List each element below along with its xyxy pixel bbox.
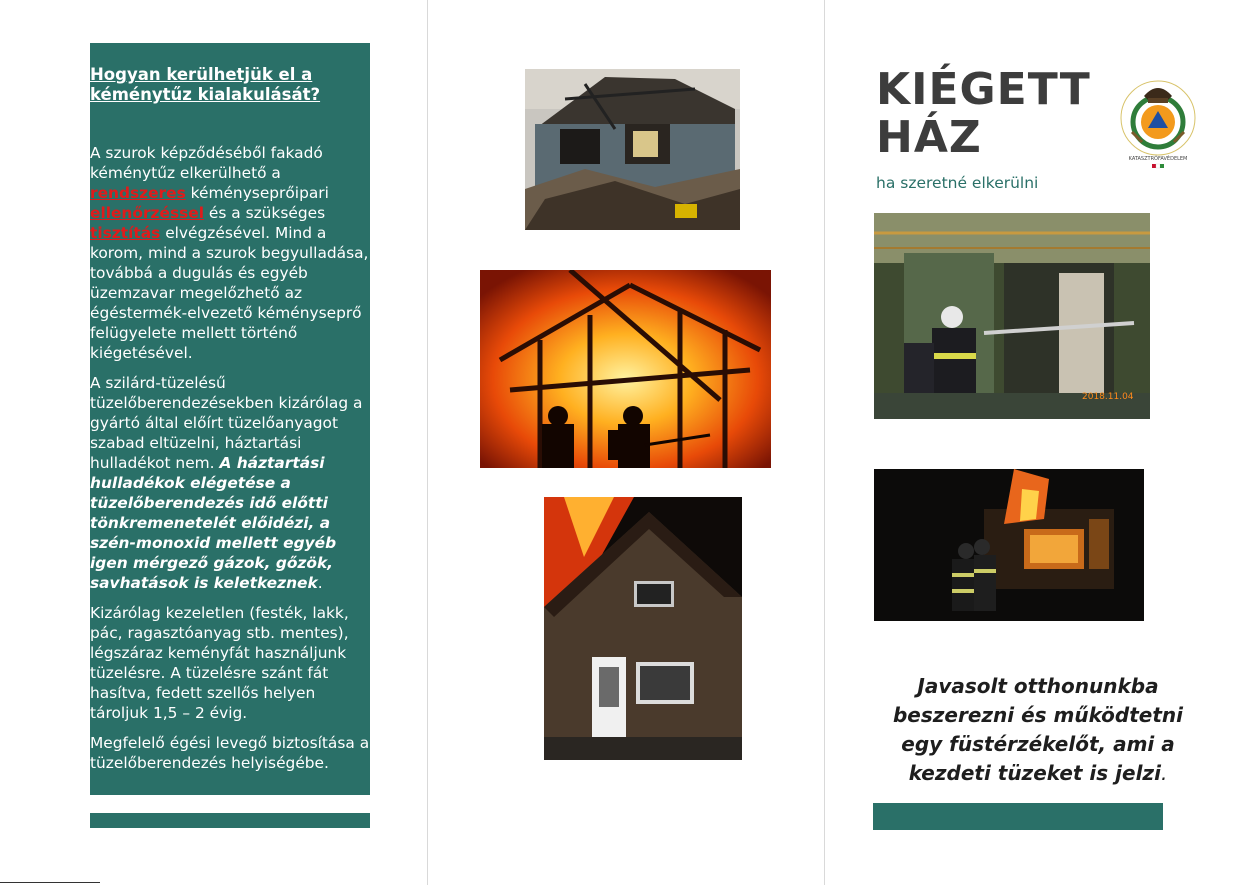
column-divider-right <box>824 0 825 885</box>
brochure-subtitle: ha szeretné elkerülni <box>876 174 1039 192</box>
paragraph-wood: Kizárólag kezeletlen (festék, lakk, pác, ragasztóanyag stb. mentes), légszáraz keményfát használjunk tüzelésre. A tüzelésre szánt fát hasítva, fedett szellős helyen tároljuk 1,5 – 2 évig. <box>90 604 349 722</box>
footnote-line <box>0 882 100 883</box>
house-on-fire-night-photo <box>544 497 742 760</box>
disaster-management-logo <box>1118 72 1198 170</box>
firefighter-indoor-photo <box>874 213 1150 419</box>
link-rendszeres[interactable]: rendszeres <box>90 184 186 202</box>
photo-date-stamp: 2018.11.04 <box>1082 392 1134 402</box>
svg-text:KATASZTRÓFAVÉDELEM: KATASZTRÓFAVÉDELEM <box>1128 156 1188 162</box>
burnt-house-ruins-photo <box>525 69 740 230</box>
right-bottom-bar <box>873 803 1163 830</box>
column-divider-left <box>427 0 428 885</box>
brochure-title: KIÉGETT HÁZ <box>876 64 1091 163</box>
paragraph-cleaning: A szurok képződéséből fakadó kéménytűz elkerülhető a rendszeres kéményseprőipari ellenőrzéssel és a szükséges tisztítás elvégzésével. Mind a korom, mind a szurok begyulladása, továbbá a dugulás és egyéb üzemzavar megelőzhető az égéstermék-elvezető kéményseprő felügyelete mellett történő kiégetésével. <box>90 144 369 362</box>
paragraph-air: Megfelelő égési levegő biztosítása a tüzelőberendezés helyiségébe. <box>90 734 370 772</box>
link-tisztitas[interactable]: tisztítás <box>90 224 161 242</box>
smoke-detector-recommendation: Javasolt otthonunkba beszerezni és működtetni egy füstérzékelőt, ami a kezdeti tüzeket is jelzi. <box>892 674 1184 785</box>
firefighters-burning-frame-photo <box>480 270 771 468</box>
panel-bottom-bar <box>90 813 370 828</box>
chimney-fire-info-panel <box>90 43 370 795</box>
firefighters-house-fire-night-photo <box>874 469 1144 621</box>
panel-heading: Hogyan kerülhetjük el a kéménytűz kialakulását? <box>90 65 321 104</box>
paragraph-fuel: A szilárd-tüzelésű tüzelőberendezésekben kizárólag a gyártó által előírt tüzelőanyagot szabad eltüzelni, háztartási hulladékot nem. A háztartási hulladékok elégetése a tüzelőberendezés idő előtti tönkremenetelét előidézi, a szén-monoxid mellett egyéb igen mérgező gázok, gőzök, savhatások is keletkeznek. <box>90 374 363 592</box>
link-ellenorzessel[interactable]: ellenőrzéssel <box>90 204 204 222</box>
waste-burning-warning: A háztartási hulladékok elégetése a tüzelőberendezés idő előtti tönkremenetelét előidézi, a szén-monoxid mellett egyéb igen mérgező gázok, gőzök, savhatások is keletkeznek <box>90 454 337 592</box>
